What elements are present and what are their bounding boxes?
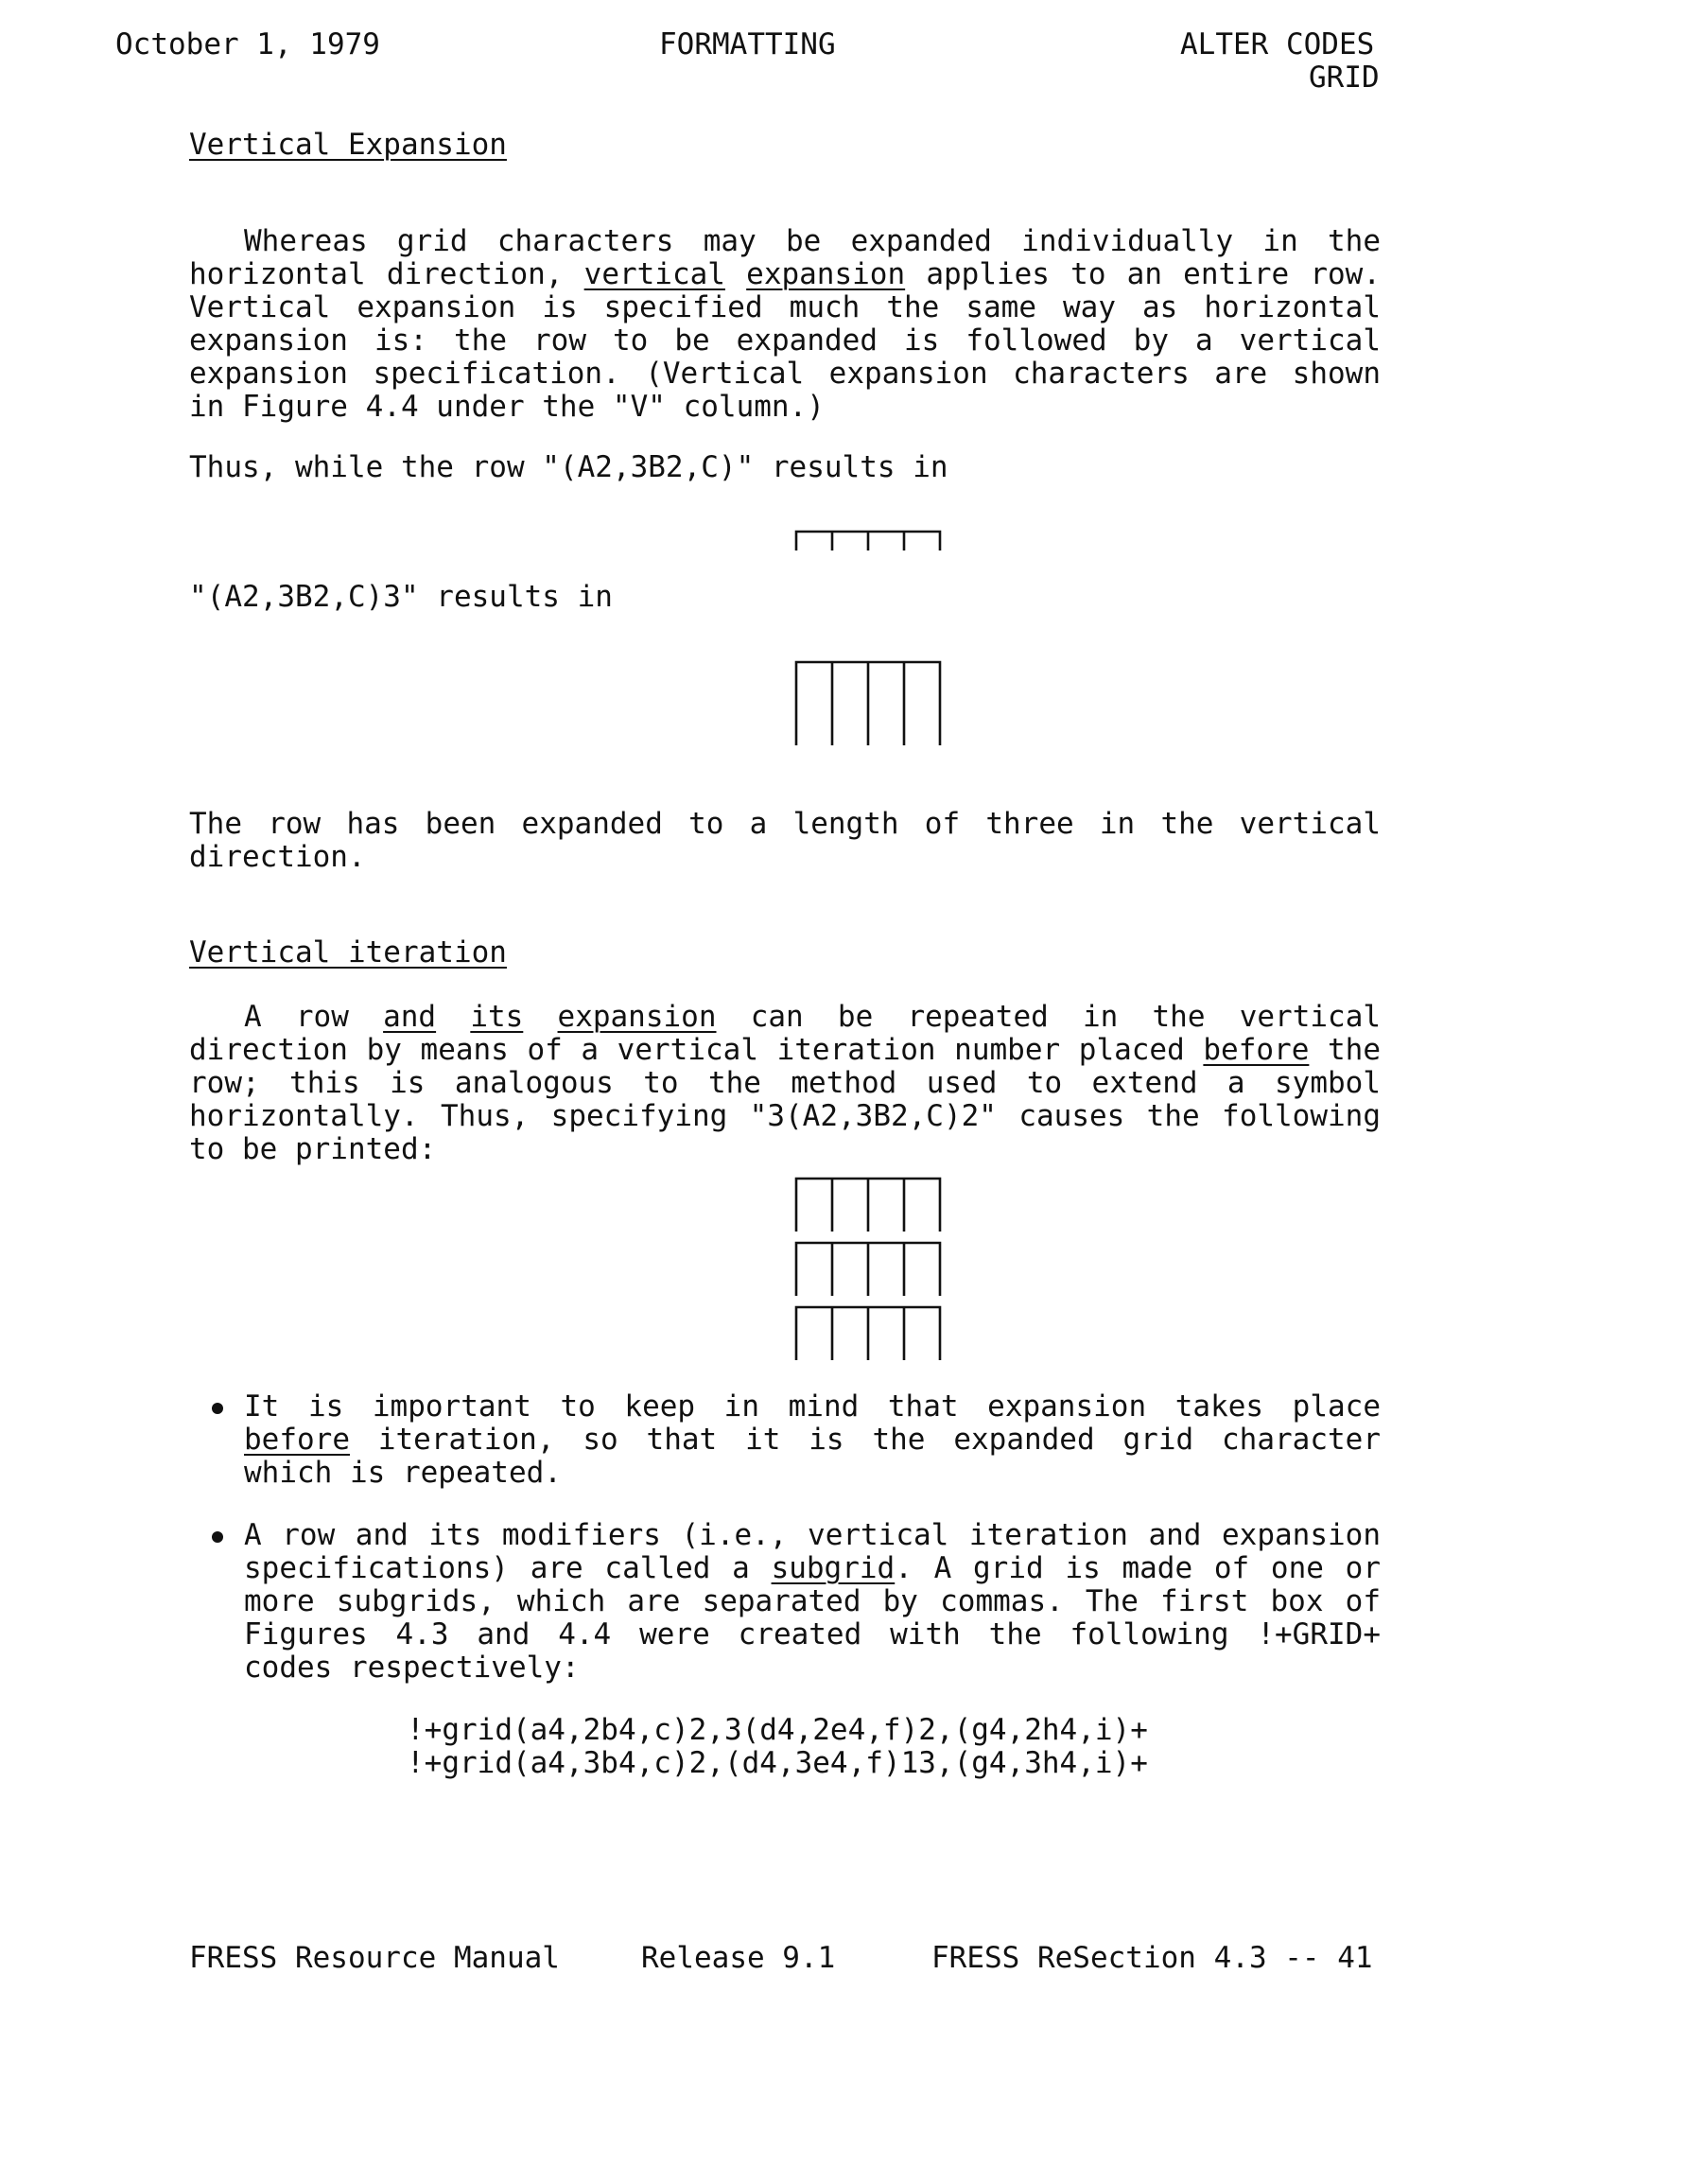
paragraph-vertical-iteration — [189, 1001, 1381, 1166]
code-line: !+grid(a4,2b4,c)2,3(d4,2e4,f)2,(g4,2h4,i)+ — [407, 1713, 1148, 1747]
header-topic: ALTER CODES — [1180, 27, 1375, 61]
grid-figure-expanded-row — [794, 660, 946, 747]
footer-manual: FRESS Resource Manual — [189, 1941, 560, 1975]
para-text: Whereas grid characters may be expanded individually in the horizontal direction, — [189, 224, 1381, 291]
underlined-term: before — [244, 1423, 350, 1457]
paragraph-expansion-result: The row has been expanded to a length of three in the vertical direction. — [189, 807, 1381, 874]
underlined-term: vertical — [583, 257, 725, 291]
grid-figure-row — [794, 530, 946, 552]
underlined-term: expansion — [557, 1000, 717, 1034]
para-text: iteration, so that it is the expanded grid character which is repeated. — [244, 1423, 1381, 1490]
underlined-term: its — [470, 1000, 524, 1034]
paragraph-row-example: Thus, while the row "(A2,3B2,C)" results in — [189, 450, 948, 484]
header-section: FORMATTING — [659, 27, 836, 61]
grid-figure-iterated-rows — [794, 1177, 946, 1366]
para-text: applies to an entire row. Vertical expansion is specified much the same way as horizontal expansion is: the row to be expanded is followed by a vertical expansion specification. (Vertical expansion characters are shown in Figure 4.4 under the "V" column.) — [189, 257, 1381, 424]
footer-release: Release 9.1 — [641, 1941, 836, 1975]
footer-page-number: FRESS ReSection 4.3 -- 41 — [931, 1941, 1373, 1975]
para-text: A row and its modifiers (i.e., vertical iteration and expansion specifications) are called a — [244, 1518, 1381, 1585]
bullet-marker — [212, 1531, 223, 1543]
paragraph-expanded-row-example: "(A2,3B2,C)3" results in — [189, 580, 613, 614]
code-line: !+grid(a4,3b4,c)2,(d4,3e4,f)13,(g4,3h4,i)+ — [407, 1746, 1148, 1780]
underlined-term: expansion — [746, 257, 906, 291]
bullet-subgrid-definition — [244, 1519, 1381, 1685]
para-text: It is important to keep in mind that expansion takes place — [244, 1389, 1381, 1424]
header-topic-grid: GRID — [1309, 61, 1380, 95]
bullet-expansion-before-iteration — [244, 1390, 1381, 1490]
section-heading-vertical-expansion: Vertical Expansion — [189, 128, 507, 162]
paragraph-vertical-expansion-intro — [189, 225, 1381, 424]
underlined-term: and — [383, 1000, 437, 1034]
section-heading-vertical-iteration: Vertical iteration — [189, 935, 507, 970]
bullet-marker — [212, 1403, 223, 1414]
header-date: October 1, 1979 — [115, 27, 380, 61]
para-text: can be repeated in the vertical direction by means of a vertical iteration number placed — [189, 1000, 1382, 1067]
underlined-term: subgrid — [771, 1551, 896, 1585]
underlined-term: before — [1203, 1033, 1310, 1067]
para-text: . A grid is made of one or more subgrids, which are separated by commas. The first box of Figures 4.3 and 4.4 were created with the following !+GRID+ codes respectively: — [244, 1551, 1381, 1685]
para-text: the row; this is analogous to the method used to extend a symbol horizontally. Thus, specifying "3(A2,3B2,C)2" causes the following to be printed: — [189, 1033, 1381, 1166]
para-text: A row — [244, 1000, 349, 1034]
